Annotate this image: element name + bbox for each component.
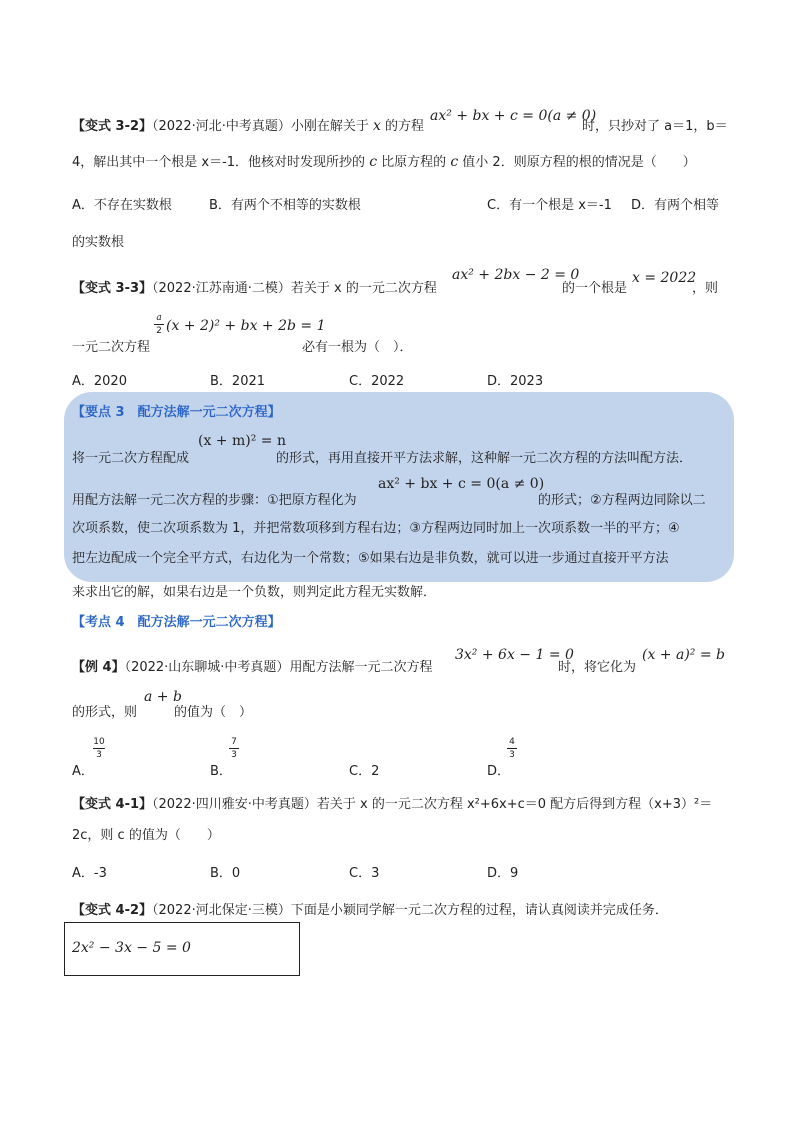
ex4-text3: 的形式，则: [72, 705, 138, 720]
key3-p1-equation: (x + m)² = n: [198, 433, 286, 449]
v41-tag: 【变式 4-1】: [72, 797, 153, 812]
key3-p2b: 的形式；②方程两边同除以二: [538, 493, 706, 508]
ex4-text1: 用配方法解一元二次方程: [289, 660, 433, 675]
v42-tag: 【变式 4-2】: [72, 903, 153, 918]
v41-option-d: D．9: [487, 866, 519, 881]
ex4-eq1: 3x² + 6x − 1 = 0: [455, 647, 574, 663]
v32-line2b: x＝-1．他核对时发现所抄的: [201, 155, 370, 170]
v32-option-a: A．不存在实数根: [72, 198, 172, 213]
v33-line1: [72, 277, 437, 296]
v42-source: （2022·河北保定·三模）: [152, 903, 291, 918]
v41-line1: [72, 793, 712, 812]
ex4-option-d-fraction: [505, 737, 519, 760]
v33-text5: 必有一根为（ ）．: [302, 340, 413, 355]
key3-p2-equation: ax² + bx + c = 0(a ≠ 0): [378, 476, 545, 492]
v32-a-value: a＝1，: [664, 119, 707, 134]
ex4-eq3: a + b: [144, 689, 182, 705]
kp4-title: 【考点 4 配方法解一元二次方程】: [72, 615, 281, 630]
key3-p5: 来求出它的解，如果右边是一个负数，则判定此方程无实数解．: [72, 585, 437, 600]
v33-text1: 若关于 x 的一元二次方程: [290, 281, 437, 296]
ex4-option-b-fraction: [227, 737, 241, 760]
v41-text2: 2c，则 c 的值为（ ）: [72, 828, 220, 843]
v32-equation: ax² + bx + c = 0(a ≠ 0): [430, 108, 597, 124]
v41-text1: 若关于 x 的一元二次方程 x²+6x+c＝0 配方后得到方程（x+3）²＝: [316, 797, 713, 812]
v32-text2: 的方程: [380, 119, 425, 134]
v33-tag: 【变式 3-3】: [72, 281, 153, 296]
ex4-text2: 时，将它化为: [558, 660, 637, 675]
v32-line1-end: [582, 115, 728, 134]
v32-c2: c: [450, 154, 459, 170]
v33-eq2: x = 2022: [632, 270, 697, 286]
v41-option-c: C．3: [349, 866, 380, 881]
ex4-option-a: A．: [72, 764, 94, 779]
v32-line2: [72, 151, 696, 170]
v32-line2d: 值小 2．则原方程的根的情况是（ ）: [458, 155, 696, 170]
v32-text3: 时，只抄对了: [582, 119, 665, 134]
ex4-option-a-fraction: [91, 737, 107, 760]
ex4-line1: [72, 656, 432, 675]
ex4-d-num: 4: [509, 737, 515, 747]
ex4-b-num: 7: [231, 737, 237, 747]
v32-option-d2: 的实数根: [72, 235, 125, 250]
ex4-eq2: (x + a)² = b: [642, 647, 726, 663]
v32-line1: [72, 115, 424, 134]
v32-text: 小刚在解关于: [290, 119, 374, 134]
v32-source: （2022·河北·中考真题）: [152, 119, 291, 134]
v33-option-b: B．2021: [210, 374, 266, 389]
ex4-option-b: B．: [210, 764, 232, 779]
v33-frac-num: a: [156, 313, 162, 323]
ex4-option-c: C．2: [349, 764, 380, 779]
ex4-text4: 的值为（ ）: [174, 705, 253, 720]
v41-option-a: A．-3: [72, 866, 107, 881]
v32-tag: 【变式 3-2】: [72, 119, 153, 134]
ex4-b-den: 3: [231, 750, 237, 760]
key3-p1a: 将一元二次方程配成: [72, 451, 190, 466]
v32-b-value: b＝: [706, 119, 728, 134]
v42-line1: [72, 899, 668, 918]
ex4-tag: 【例 4】: [72, 660, 125, 675]
ex4-option-d: D．: [487, 764, 511, 779]
v33-option-a: A．2020: [72, 374, 127, 389]
v33-option-d: D．2023: [487, 374, 544, 389]
v41-source: （2022·四川雅安·中考真题）: [152, 797, 317, 812]
v33-option-c: C．2022: [349, 374, 405, 389]
v42-text1: 下面是小颖同学解一元二次方程的过程，请认真阅读并完成任务．: [290, 903, 668, 918]
v33-text2: 的一个根是: [562, 281, 628, 296]
v42-box-equation: 2x² − 3x − 5 = 0: [72, 940, 191, 956]
v32-line2c: 比原方程的: [377, 155, 451, 170]
ex4-a-num: 10: [93, 737, 105, 747]
key3-p4: 把左边配成一个完全平方式，右边化为一个常数；⑤如果右边是非负数，就可以进一步通过直接开平方法: [72, 551, 669, 566]
v32-var-x: x: [373, 118, 381, 134]
v33-frac-den: 2: [156, 326, 162, 336]
ex4-source: （2022·山东聊城·中考真题）: [124, 660, 290, 675]
v33-eq1: ax² + 2bx − 2 = 0: [452, 267, 580, 283]
v33-fraction: [152, 313, 166, 336]
v33-eq3: (x + 2)² + bx + 2b = 1: [166, 318, 326, 334]
ex4-d-den: 3: [509, 750, 515, 760]
v33-text3: ，则: [692, 281, 719, 296]
v41-option-b: B．0: [210, 866, 241, 881]
key3-p1b: 的形式，再用直接开平方法求解，这种解一元二次方程的方法叫配方法．: [276, 451, 693, 466]
key3-p3: 次项系数，使二次项系数为 1，并把常数项移到方程右边；③方程两边同时加上一次项系数一半的平方；④: [72, 521, 680, 536]
ex4-a-den: 3: [96, 750, 102, 760]
v33-source: （2022·江苏南通·二模）: [152, 281, 291, 296]
v32-option-d1: D．有两个相等: [631, 198, 720, 213]
key3-p2a: 用配方法解一元二次方程的步骤：①把原方程化为: [72, 493, 357, 508]
v32-option-c: C．有一个根是 x＝-1: [487, 198, 612, 213]
v32-option-b: B．有两个不相等的实数根: [209, 198, 361, 213]
key3-title: 【要点 3 配方法解一元二次方程】: [72, 405, 281, 420]
v33-text4: 一元二次方程: [72, 340, 151, 355]
v32-c1: c: [369, 154, 378, 170]
v32-line2a: 4，解出其中一个根是: [72, 155, 202, 170]
